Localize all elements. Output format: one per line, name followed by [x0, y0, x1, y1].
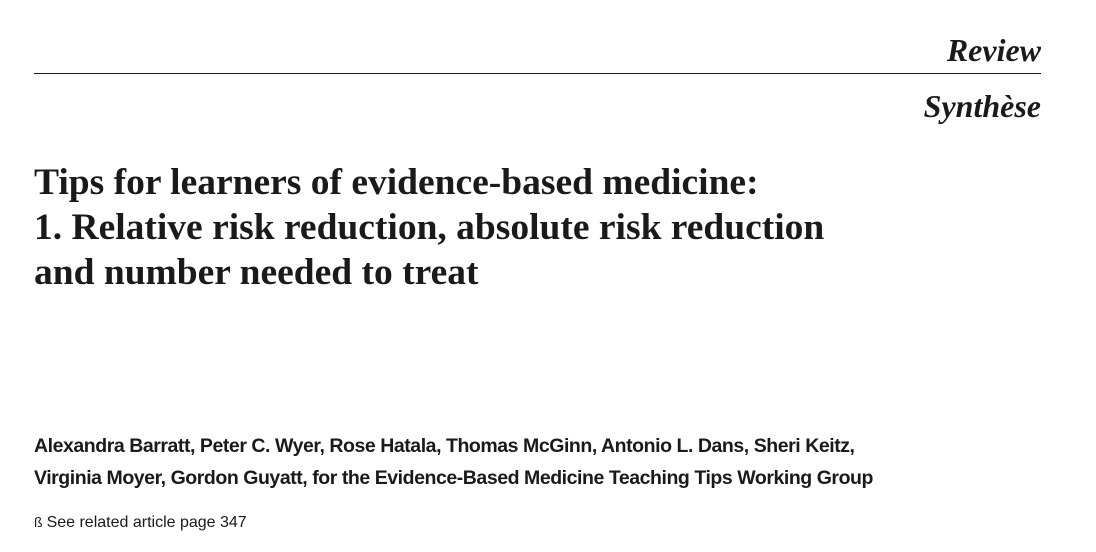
header-rule: [34, 73, 1041, 74]
author-line: Alexandra Barratt, Peter C. Wyer, Rose Hatala, Thomas McGinn, Antonio L. Dans, Sheri Keitz,: [34, 435, 855, 457]
title-line: and number needed to treat: [34, 252, 479, 293]
author-line: Virginia Moyer, Gordon Guyatt, for the Evidence-Based Medicine Teaching Tips Working Group: [34, 467, 873, 489]
article-title: [34, 160, 1034, 295]
related-article-icon: ß: [34, 514, 43, 530]
related-article-text: See related article page 347: [46, 514, 247, 531]
author-list: [34, 430, 1064, 494]
section-label-english: Review: [946, 32, 1041, 68]
section-label-french: Synthèse: [923, 88, 1041, 124]
related-article-note: [34, 512, 247, 533]
title-line: 1. Relative risk reduction, absolute risk reduction: [34, 207, 825, 248]
title-line: Tips for learners of evidence-based medicine:: [34, 162, 759, 203]
